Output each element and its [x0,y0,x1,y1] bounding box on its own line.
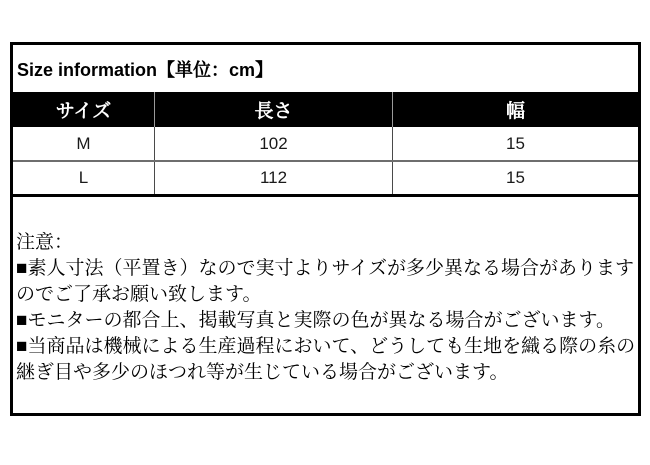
table-row [13,162,638,197]
table-title: Size information【単位：cm】 [17,59,274,80]
note-line: 継ぎ目や多少のほつれ等が生じている場合がございます。 [16,362,509,383]
column-header-length: 長さ [155,92,393,127]
note-line: ■素人寸法（平置き）なので実寸よりサイズが多少異なる場合があります [16,258,634,279]
cell-size-l: L [13,162,155,194]
cell-size-m: M [13,127,155,160]
notes-heading: 注意： [16,232,74,253]
note-line: ■モニターの都合上、掲載写真と実際の色が異なる場合がございます。 [16,310,615,331]
table-header-row [13,92,638,127]
column-header-size: サイズ [13,92,155,127]
column-header-width: 幅 [505,101,525,122]
cell-length-l: 112 [155,162,393,194]
size-information-table [10,42,641,416]
cell-length-m: 102 [155,127,393,160]
table-row [13,127,638,162]
note-line: ■当商品は機械による生産過程において、どうしても生地を織る際の糸の [16,336,636,357]
cell-width-m: 15 [506,133,525,153]
cell-width-l: 15 [506,168,525,187]
note-line: のでご了承お願い致します。 [16,284,262,305]
notes-section [13,197,638,413]
